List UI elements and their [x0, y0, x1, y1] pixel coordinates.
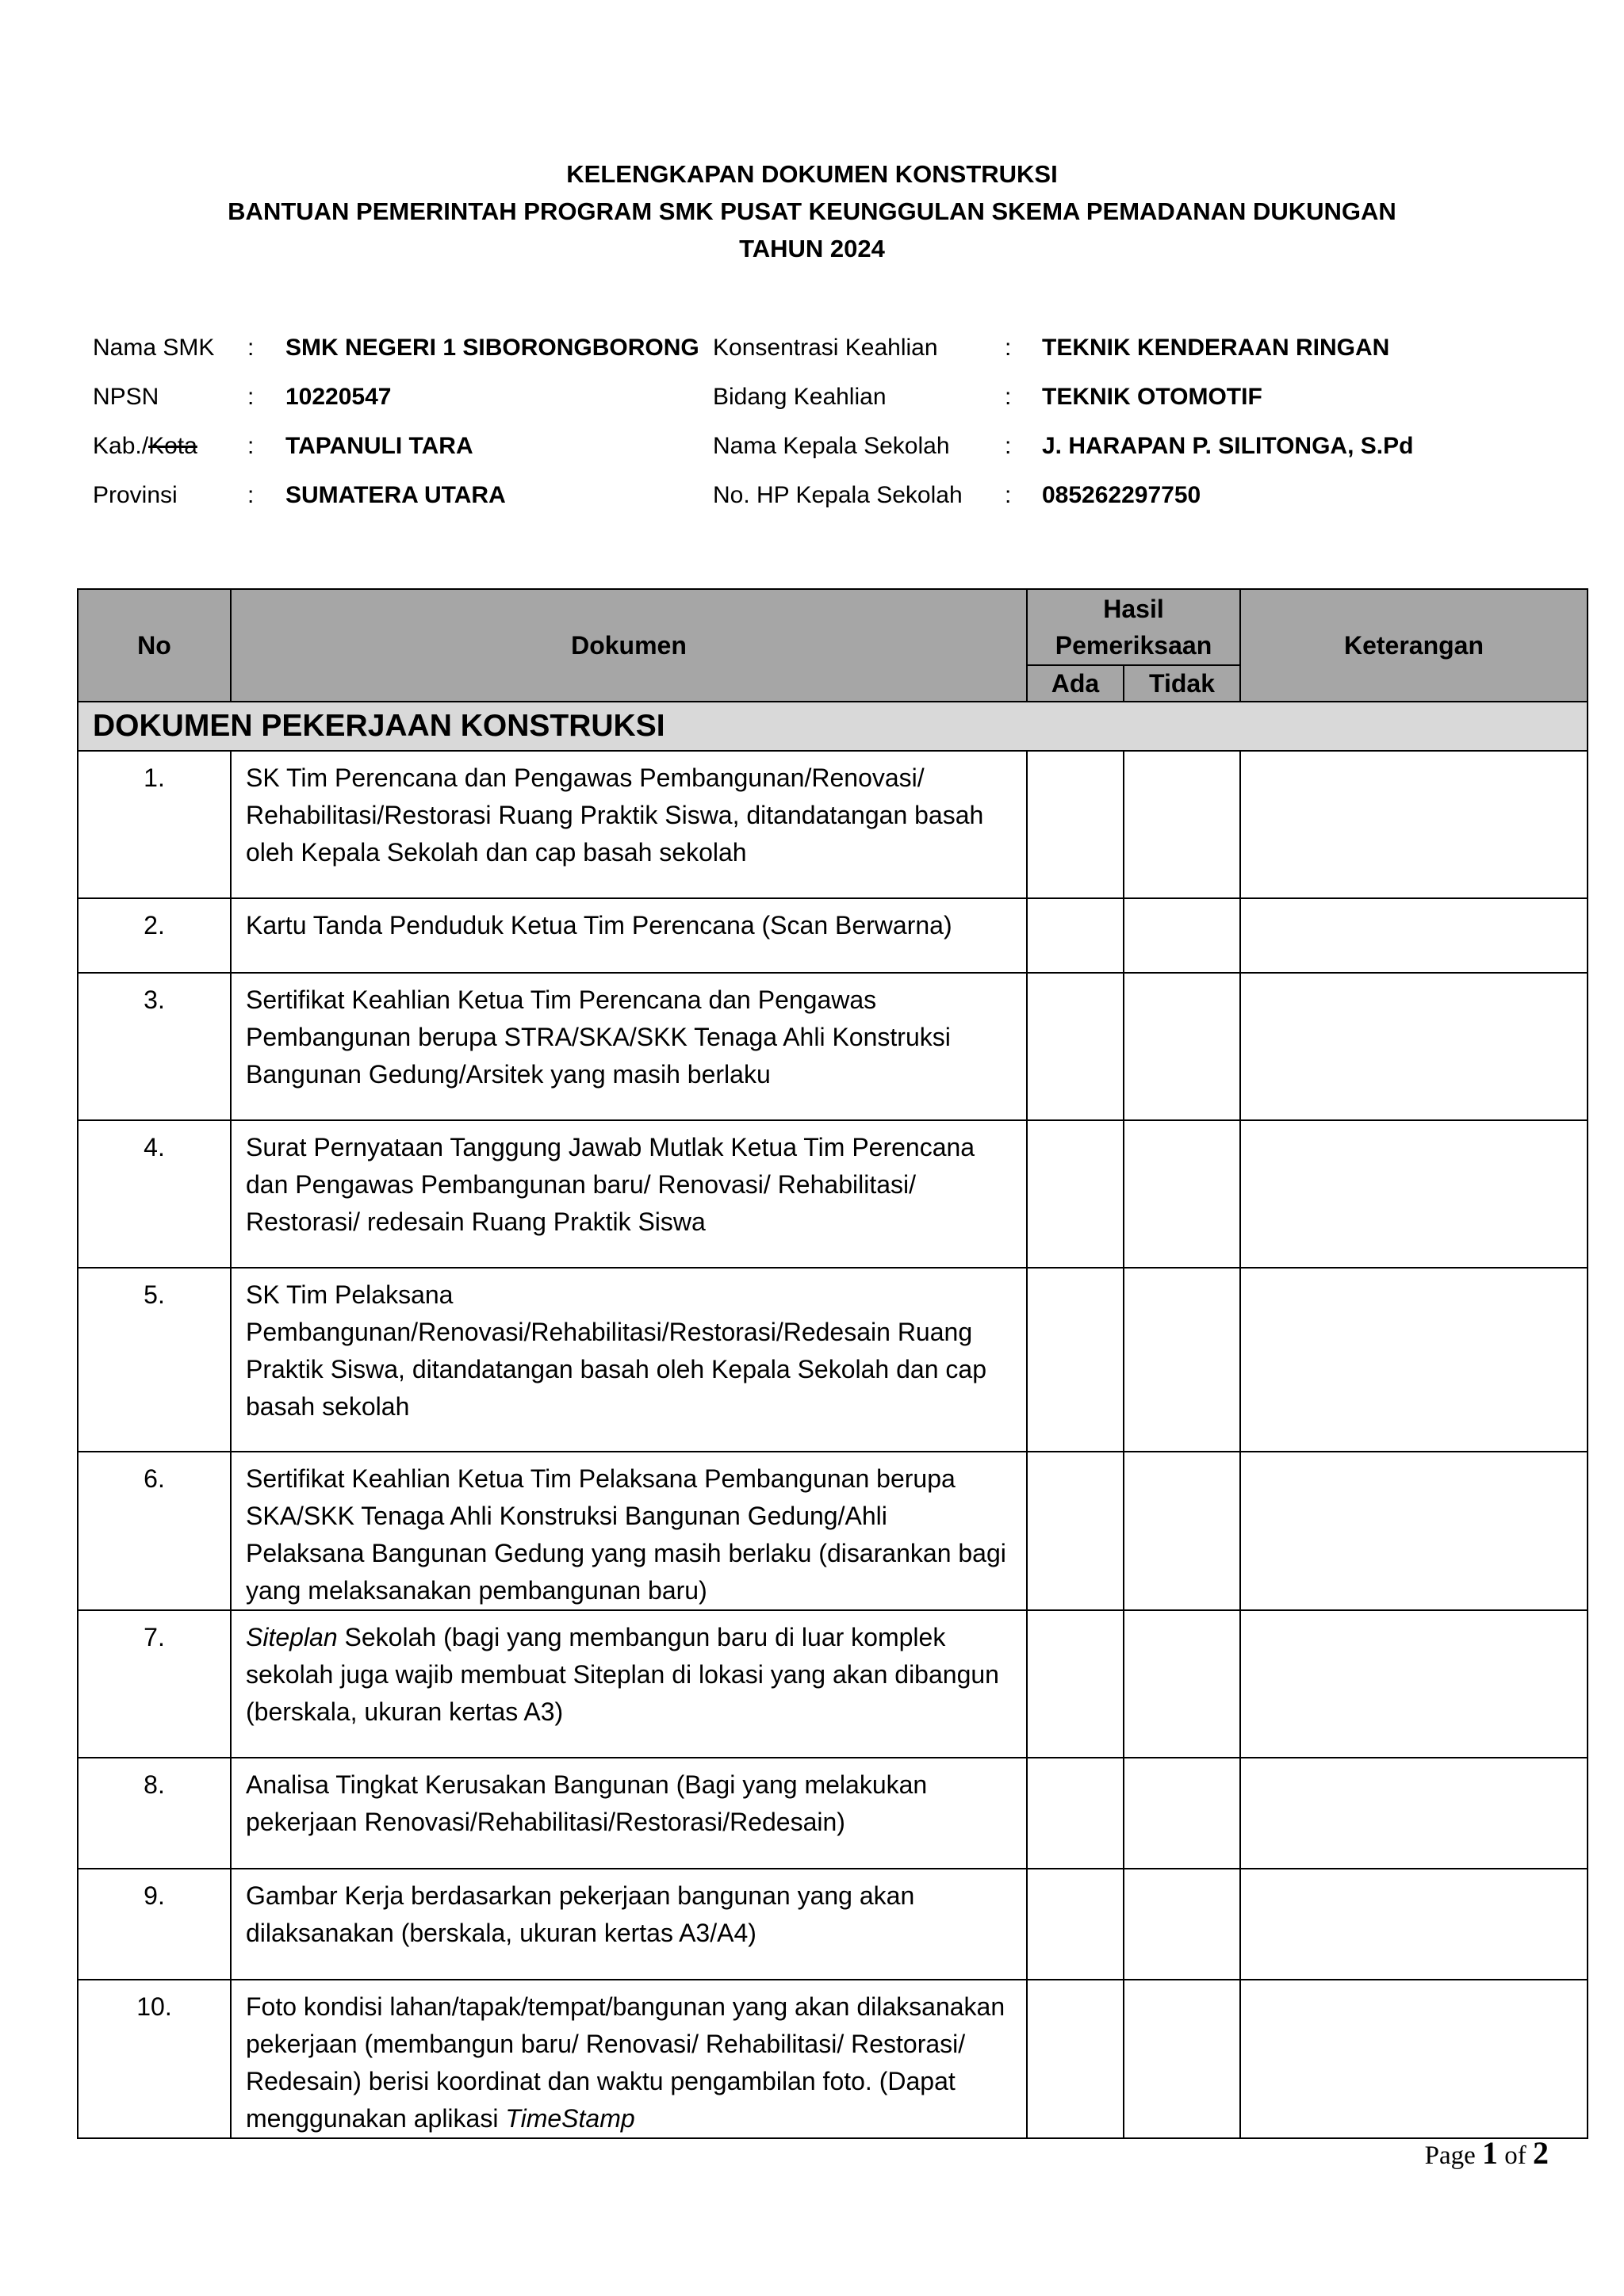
table-row: [78, 751, 1588, 898]
ada-cell[interactable]: [1027, 898, 1124, 973]
row-document-text: Foto kondisi lahan/tapak/tempat/bangunan yang akan dilaksanakan pekerjaan (membangun baru/ Renovasi/ Rehabilitasi/ Restorasi/ Redesain) berisi koordinat dan waktu pengambilan foto. (Dapat menggunakan aplikasi: [246, 1992, 1005, 2133]
page-word: Page: [1424, 2141, 1476, 2170]
table-row: [78, 973, 1588, 1120]
row-document: SK Tim Pelaksana Pembangunan/Renovasi/Rehabilitasi/Restorasi/Redesain Ruang Praktik Siswa, ditandatangan basah oleh Kepala Sekolah dan cap basah sekolah: [231, 1268, 1027, 1452]
document-title: [0, 155, 1624, 267]
tidak-cell[interactable]: [1124, 1758, 1240, 1869]
keterangan-cell[interactable]: [1240, 1758, 1588, 1869]
table-row: [78, 1758, 1588, 1869]
keterangan-cell[interactable]: [1240, 751, 1588, 898]
tidak-cell[interactable]: [1124, 1869, 1240, 1980]
info-row-1: [93, 335, 1520, 384]
keterangan-cell[interactable]: [1240, 1268, 1588, 1452]
tidak-cell[interactable]: [1124, 1610, 1240, 1758]
row-number: 9.: [78, 1869, 231, 1980]
info-row-3: [93, 433, 1520, 482]
colon: :: [247, 384, 255, 410]
tidak-cell[interactable]: [1124, 751, 1240, 898]
title-line-1: KELENGKAPAN DOKUMEN KONSTRUKSI: [566, 160, 1058, 188]
tidak-cell[interactable]: [1124, 1268, 1240, 1452]
row-document: [231, 1610, 1027, 1758]
hp-value: 085262297750: [1042, 482, 1201, 508]
of-word: of: [1504, 2141, 1526, 2170]
row-document: Sertifikat Keahlian Ketua Tim Perencana dan Pengawas Pembangunan berupa STRA/SKA/SKK Tenaga Ahli Konstruksi Bangunan Gedung/Arsitek yang masih berlaku: [231, 973, 1027, 1120]
kepala-label: Nama Kepala Sekolah: [713, 433, 950, 459]
table-row: [78, 1980, 1588, 2138]
colon: :: [247, 482, 255, 508]
table-row: [78, 1120, 1588, 1268]
row-number: 8.: [78, 1758, 231, 1869]
siteplan-italic: Siteplan: [246, 1623, 338, 1651]
page-footer: [1425, 2134, 1549, 2172]
timestamp-italic: TimeStamp: [505, 2104, 635, 2133]
row-document: Surat Pernyataan Tanggung Jawab Mutlak Ketua Tim Perencana dan Pengawas Pembangunan baru/ Renovasi/ Rehabilitasi/ Restorasi/ redesain Ruang Praktik Siswa: [231, 1120, 1027, 1268]
ada-cell[interactable]: [1027, 973, 1124, 1120]
colon: :: [1005, 335, 1012, 361]
konsentrasi-value: TEKNIK KENDERAAN RINGAN: [1042, 335, 1390, 361]
info-row-2: [93, 384, 1520, 433]
ada-cell[interactable]: [1027, 1758, 1124, 1869]
tidak-cell[interactable]: [1124, 1980, 1240, 2138]
colon: :: [1005, 482, 1012, 508]
keterangan-cell[interactable]: [1240, 1610, 1588, 1758]
kab-label-struck: Kota: [148, 433, 197, 459]
row-number: 10.: [78, 1980, 231, 2138]
row-document: Kartu Tanda Penduduk Ketua Tim Perencana (Scan Berwarna): [231, 898, 1027, 973]
school-info: [93, 335, 1520, 531]
kab-label: [93, 433, 197, 460]
kepala-value: J. HARAPAN P. SILITONGA, S.Pd: [1042, 433, 1414, 459]
hp-label: No. HP Kepala Sekolah: [713, 482, 963, 508]
table-row: [78, 1268, 1588, 1452]
header-hasil-pemeriksaan: Hasil Pemeriksaan: [1027, 589, 1240, 665]
keterangan-cell[interactable]: [1240, 1452, 1588, 1610]
konsentrasi-label: Konsentrasi Keahlian: [713, 335, 938, 361]
table-row: [78, 1869, 1588, 1980]
header-no: No: [78, 589, 231, 702]
row-document-text: Sekolah (bagi yang membangun baru di luar komplek sekolah juga wajib membuat Siteplan di lokasi yang akan dibangun (berskala, ukuran kertas A3): [246, 1623, 999, 1726]
kab-value: TAPANULI TARA: [285, 433, 473, 459]
keterangan-cell[interactable]: [1240, 898, 1588, 973]
page-total: 2: [1533, 2135, 1549, 2171]
row-number: 2.: [78, 898, 231, 973]
nama-smk-value: SMK NEGERI 1 SIBORONGBORONG: [285, 335, 699, 361]
header-ada: Ada: [1027, 665, 1124, 702]
colon: :: [1005, 433, 1012, 459]
section-title: DOKUMEN PEKERJAAN KONSTRUKSI: [78, 702, 1588, 751]
section-row: [78, 702, 1588, 751]
page-number: 1: [1482, 2135, 1498, 2171]
table-row: [78, 898, 1588, 973]
provinsi-label: Provinsi: [93, 482, 178, 508]
tidak-cell[interactable]: [1124, 898, 1240, 973]
document-checklist-table: [77, 588, 1588, 2139]
bidang-value: TEKNIK OTOMOTIF: [1042, 384, 1262, 410]
title-line-2: BANTUAN PEMERINTAH PROGRAM SMK PUSAT KEUNGGULAN SKEMA PEMADANAN DUKUNGAN: [228, 197, 1396, 225]
nama-smk-label: Nama SMK: [93, 335, 215, 361]
ada-cell[interactable]: [1027, 1610, 1124, 1758]
info-row-4: [93, 482, 1520, 531]
row-number: 3.: [78, 973, 231, 1120]
kab-label-prefix: Kab./: [93, 433, 149, 459]
row-number: 5.: [78, 1268, 231, 1452]
row-document: [231, 1980, 1027, 2138]
tidak-cell[interactable]: [1124, 1120, 1240, 1268]
header-tidak: Tidak: [1124, 665, 1240, 702]
row-number: 4.: [78, 1120, 231, 1268]
title-line-3: TAHUN 2024: [739, 235, 885, 262]
npsn-label: NPSN: [93, 384, 159, 410]
row-number: 1.: [78, 751, 231, 898]
colon: :: [247, 335, 255, 361]
keterangan-cell[interactable]: [1240, 1120, 1588, 1268]
ada-cell[interactable]: [1027, 1268, 1124, 1452]
provinsi-value: SUMATERA UTARA: [285, 482, 506, 508]
table-row: [78, 1452, 1588, 1610]
keterangan-cell[interactable]: [1240, 973, 1588, 1120]
npsn-value: 10220547: [285, 384, 392, 410]
header-keterangan: Keterangan: [1240, 589, 1588, 702]
table-row: [78, 1610, 1588, 1758]
colon: :: [1005, 384, 1012, 410]
tidak-cell[interactable]: [1124, 973, 1240, 1120]
bidang-label: Bidang Keahlian: [713, 384, 887, 410]
header-dokumen: Dokumen: [231, 589, 1027, 702]
ada-cell[interactable]: [1027, 1869, 1124, 1980]
row-document: Analisa Tingkat Kerusakan Bangunan (Bagi yang melakukan pekerjaan Renovasi/Rehabilitasi/Restorasi/Redesain): [231, 1758, 1027, 1869]
row-document: Sertifikat Keahlian Ketua Tim Pelaksana Pembangunan berupa SKA/SKK Tenaga Ahli Konstruksi Bangunan Gedung/Ahli Pelaksana Bangunan Gedung yang masih berlaku (disarankan bagi yang melaksanakan pembangunan baru): [231, 1452, 1027, 1610]
keterangan-cell[interactable]: [1240, 1980, 1588, 2138]
ada-cell[interactable]: [1027, 1120, 1124, 1268]
colon: :: [247, 433, 255, 459]
ada-cell[interactable]: [1027, 751, 1124, 898]
row-number: 6.: [78, 1452, 231, 1610]
ada-cell[interactable]: [1027, 1980, 1124, 2138]
keterangan-cell[interactable]: [1240, 1869, 1588, 1980]
tidak-cell[interactable]: [1124, 1452, 1240, 1610]
row-document: SK Tim Perencana dan Pengawas Pembangunan/Renovasi/ Rehabilitasi/Restorasi Ruang Praktik Siswa, ditandatangan basah oleh Kepala Sekolah dan cap basah sekolah: [231, 751, 1027, 898]
ada-cell[interactable]: [1027, 1452, 1124, 1610]
row-document: Gambar Kerja berdasarkan pekerjaan bangunan yang akan dilaksanakan (berskala, ukuran kertas A3/A4): [231, 1869, 1027, 1980]
row-number: 7.: [78, 1610, 231, 1758]
